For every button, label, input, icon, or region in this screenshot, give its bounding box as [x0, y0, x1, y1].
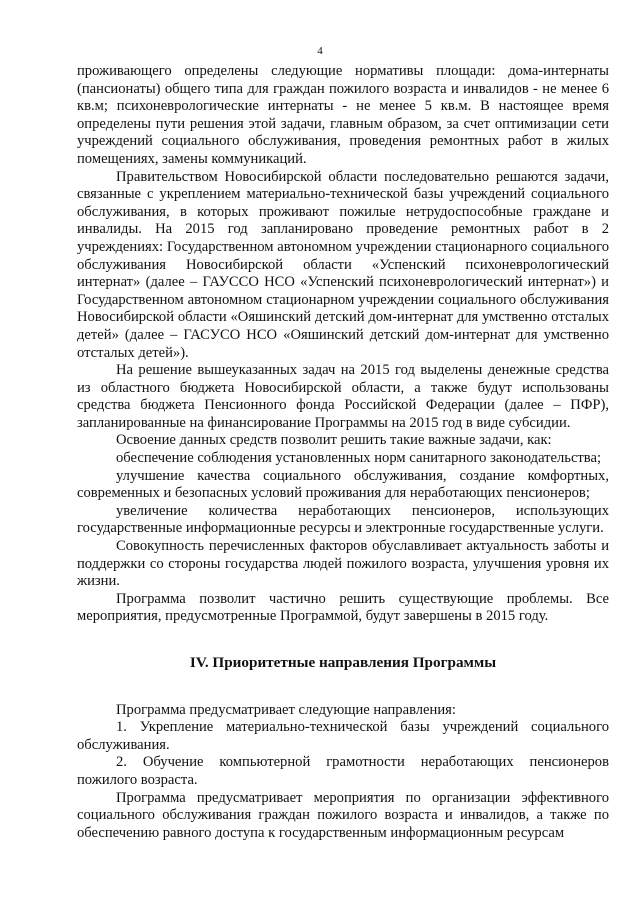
paragraph: обеспечение соблюдения установленных норм санитарного законодательства; [116, 450, 602, 467]
paragraph: Программа позволит частично решить существующие проблемы. Все мероприятия, предусмотренные Программой, будут завершены в 2015 году. [77, 590, 609, 625]
page-number: 4 [317, 45, 323, 57]
paragraph: На решение вышеуказанных задач на 2015 год выделены денежные средства из областного бюджета Новосибирской области, а также будут использованы средства бюджета Пенсионного фонда Российской Федерации (далее – ПФР), запланированные на финансирование Программы на 2015 год в виде субсидии. [77, 362, 609, 431]
paragraph-group-bottom [77, 702, 609, 843]
paragraph: Совокупность перечисленных факторов обуславливает актуальность заботы и поддержки со стороны государства людей пожилого возраста, улучшения уровня их жизни. [77, 538, 609, 590]
document-body [77, 63, 609, 842]
paragraph: Правительством Новосибирской области последовательно решаются задачи, связанные с укреплением материально-технической базы учреждений социального обслуживания, в которых проживают пожилые нетрудоспособные граждане и инвалиды. На 2015 год запланировано проведение ремонтных работ в 2 учреждениях: Государственном автономном учреждении стационарного социального обслуживания Новосибирской области «Успенский психоневрологический интернат» (далее – ГАУССО НСО «Успенский психоневрологический интернат») и Государственном автономном стационарном учреждении социального обслуживания Новосибирской области «Ояшинский детский дом-интернат для умственно отсталых детей» (далее – ГАСУСО НСО «Ояшинский детский дом-интернат для умственно отсталых детей»). [77, 168, 609, 361]
paragraph: Программа предусматривает мероприятия по организации эффективного социального обслуживания граждан пожилого возраста и инвалидов, а также по обеспечению равного доступа к государственным информационным ресурсам [77, 789, 609, 841]
section-heading: IV. Приоритетные направления Программы [189, 654, 497, 671]
paragraph: 2. Обучение компьютерной грамотности неработающих пенсионеров пожилого возраста. [77, 754, 609, 788]
paragraph: улучшение качества социального обслуживания, создание комфортных, современных и безопасных условий проживания для неработающих пенсионеров; [77, 467, 609, 502]
paragraph: Освоение данных средств позволит решить такие важные задачи, как: [116, 432, 552, 449]
paragraph-group-top [77, 63, 609, 626]
paragraph: Программа предусматривает следующие направления: [116, 701, 456, 718]
paragraph: 1. Укрепление материально-технической базы учреждений социального обслуживания. [77, 719, 609, 753]
paragraph: проживающего определены следующие нормативы площади: дома-интернаты (пансионаты) общего типа для граждан пожилого возраста и инвалидов - не менее 6 кв.м; психоневрологические интернаты - не менее 5 кв.м. В настоящее время определены пути решения этой задачи, главным образом, за счет оптимизации сети учреждений социального обслуживания, проведения ремонтных работ в жилых помещениях, замены коммуникаций. [77, 63, 609, 167]
paragraph: увеличение количества неработающих пенсионеров, использующих государственные информационные ресурсы и электронные государственные услуги. [77, 502, 609, 537]
